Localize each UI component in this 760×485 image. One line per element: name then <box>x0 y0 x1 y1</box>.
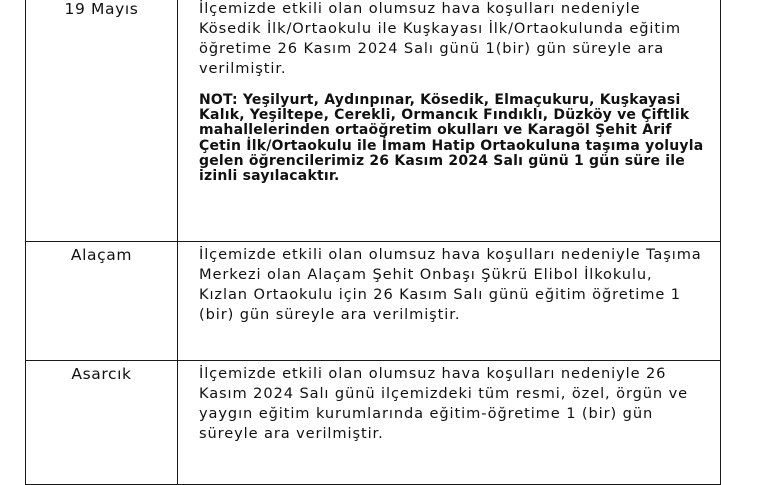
closure-announcement-table <box>25 0 721 485</box>
district-cell <box>26 0 178 242</box>
closure-text: İlçemizde etkili olan olumsuz hava koşulları nedeniyle Taşıma Merkezi olan Alaçam Şehit Onbaşı Şükrü Elibol İlkokulu, Kızlan Ortaokulu için 26 Kasım Salı günü eğitim öğretime 1 (bir) gün süreyle ara verilmiştir. <box>199 246 702 323</box>
table-row <box>26 242 721 361</box>
district-name: 19 Mayıs <box>64 0 139 18</box>
district-cell <box>26 242 178 361</box>
district-name: Alaçam <box>70 246 133 264</box>
description-cell <box>178 361 721 485</box>
district-cell <box>26 361 178 485</box>
closure-text: İlçemizde etkili olan olumsuz hava koşulları nedeniyle Kösedik İlk/Ortaokulu ile Kuşkayası İlk/Ortaokulunda eğitim öğretime 26 Kasım 2024 Salı günü 1(bir) gün süreyle ara verilmiştir. <box>199 0 682 77</box>
description-cell <box>178 242 721 361</box>
district-name: Asarcık <box>71 365 132 383</box>
table-row <box>26 361 721 485</box>
note-text: NOT: Yeşilyurt, Aydınpınar, Kösedik, Elmaçukuru, Kuşkayasi Kalık, Yeşiltepe, Cerekli, Ormancık Fındıklı, Düzköy ve Çiftlik mahallelerinden ortaöğretim okulları ve Karagöl Şehit Arif Çetin İlk/Ortaokulu ile İmam Hatip Ortaokuluna taşıma yoluyla gelen öğrencilerimiz 26 Kasım 2024 Salı günü 1 gün süre ile izinli sayılacaktır. <box>199 92 704 185</box>
table-row <box>26 0 721 242</box>
closure-text: İlçemizde etkili olan olumsuz hava koşulları nedeniyle 26 Kasım 2024 Salı günü ilçemizdeki tüm resmi, özel, örgün ve yaygın eğitim kurumlarında eğitim-öğretime 1 (bir) gün süreyle ara verilmiştir. <box>199 365 689 442</box>
description-cell <box>178 0 721 242</box>
